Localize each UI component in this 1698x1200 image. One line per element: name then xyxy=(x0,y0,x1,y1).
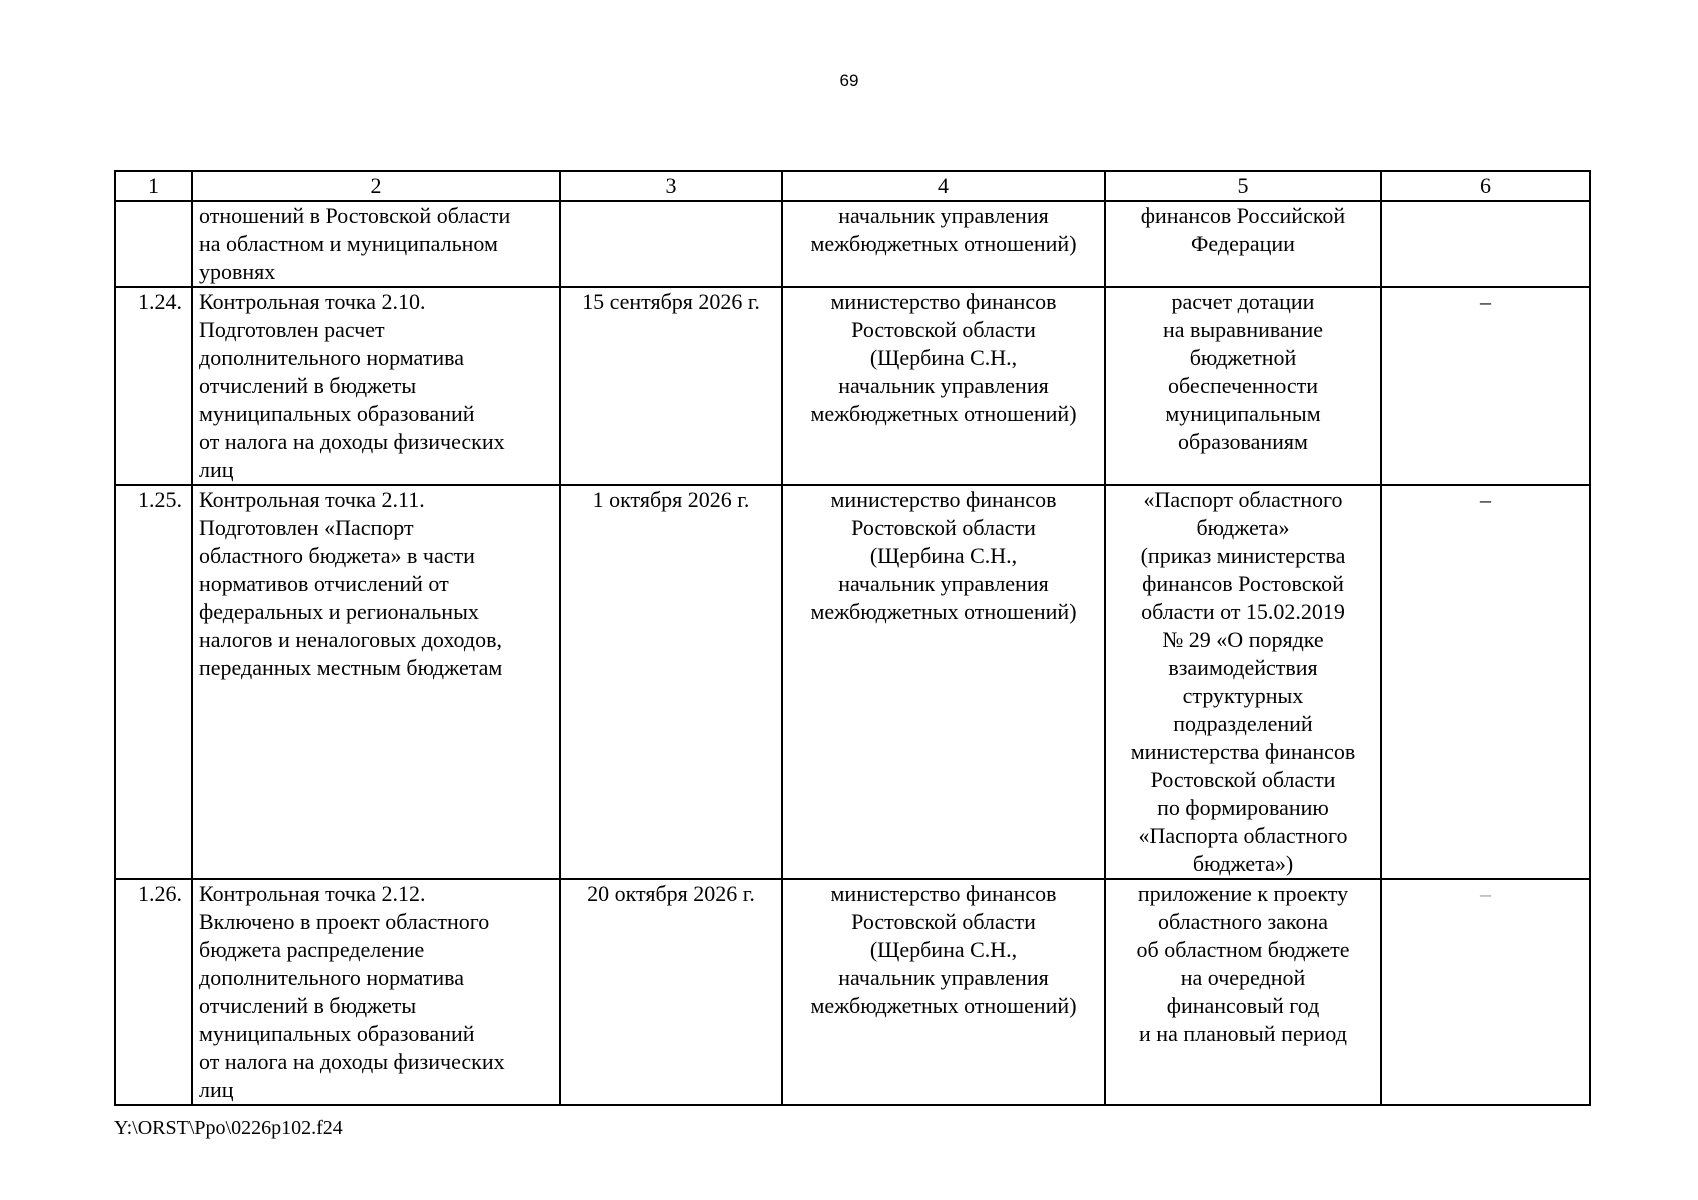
responsible-line: начальник управления xyxy=(838,965,1049,990)
responsible-line: начальник управления xyxy=(838,203,1049,228)
description-line: муниципальных образований xyxy=(199,401,475,426)
col6-value: – xyxy=(1381,485,1590,879)
document-line: структурных xyxy=(1182,683,1304,708)
description-line: налогов и неналоговых доходов, xyxy=(199,627,502,652)
plan-table xyxy=(114,170,1591,1106)
deadline-date: 20 октября 2026 г. xyxy=(560,879,782,1105)
table-header-row xyxy=(115,171,1590,201)
responsible-line: министерство финансов xyxy=(830,289,1057,314)
document-line: финансов Российской xyxy=(1140,203,1346,228)
header-col-1: 1 xyxy=(115,171,192,201)
responsible-line: министерство финансов xyxy=(830,881,1057,906)
col6-value xyxy=(1381,201,1590,287)
description-line: от налога на доходы физических xyxy=(199,1049,505,1074)
description-line: Включено в проект областного xyxy=(199,909,490,934)
document-line: финансов Ростовской xyxy=(1142,571,1344,596)
description-line: дополнительного норматива xyxy=(199,965,464,990)
description-line: Контрольная точка 2.11. xyxy=(199,487,425,512)
document-line: приложение к проекту xyxy=(1137,881,1349,906)
document-line: Федерации xyxy=(1191,231,1295,256)
responsible-line: межбюджетных отношений) xyxy=(810,599,1077,624)
responsible-executor xyxy=(782,879,1105,1105)
document-line: на выравнивание xyxy=(1162,317,1324,342)
table-row xyxy=(115,201,1590,287)
document-line: по формированию xyxy=(1157,795,1329,820)
responsible-line: (Щербина С.Н., xyxy=(869,345,1018,370)
responsible-line: межбюджетных отношений) xyxy=(810,401,1077,426)
row-number: 1.24. xyxy=(115,287,192,485)
description-line: нормативов отчислений от xyxy=(199,571,449,596)
description-line: Подготовлен расчет xyxy=(199,317,385,342)
description-line: отчислений в бюджеты xyxy=(199,993,417,1018)
document-line: расчет дотации xyxy=(1171,289,1315,314)
document-line: образованиям xyxy=(1178,429,1308,454)
description-line: областного бюджета» в части xyxy=(199,543,475,568)
header-col-5: 5 xyxy=(1105,171,1381,201)
header-col-6: 6 xyxy=(1381,171,1590,201)
document-line: областного закона xyxy=(1157,909,1329,934)
header-col-4: 4 xyxy=(782,171,1105,201)
document-line: финансовый год xyxy=(1166,993,1320,1018)
responsible-line: (Щербина С.Н., xyxy=(869,543,1018,568)
responsible-line: межбюджетных отношений) xyxy=(810,993,1077,1018)
file-path-footer: Y:\ORST\Ppo\0226p102.f24 xyxy=(114,1117,343,1139)
description-line: Контрольная точка 2.10. xyxy=(199,289,426,314)
description-line: от налога на доходы физических xyxy=(199,429,505,454)
result-document xyxy=(1105,879,1381,1105)
document-line: обеспеченности xyxy=(1167,373,1319,398)
deadline-date: 1 октября 2026 г. xyxy=(560,485,782,879)
responsible-executor xyxy=(782,201,1105,287)
table-row xyxy=(115,485,1590,879)
event-description xyxy=(192,879,560,1105)
deadline-date xyxy=(560,201,782,287)
responsible-line: министерство финансов xyxy=(830,487,1057,512)
description-line: федеральных и региональных xyxy=(199,599,479,624)
description-line: отчислений в бюджеты xyxy=(199,373,417,398)
responsible-line: межбюджетных отношений) xyxy=(810,231,1077,256)
document-line: Ростовской области xyxy=(1150,767,1336,792)
document-line: бюджетной xyxy=(1189,345,1297,370)
document-line: об областном бюджете xyxy=(1136,937,1350,962)
responsible-line: (Щербина С.Н., xyxy=(869,937,1018,962)
responsible-line: Ростовской области xyxy=(851,909,1036,934)
responsible-executor xyxy=(782,287,1105,485)
description-line: переданных местным бюджетам xyxy=(199,655,503,680)
description-line: Подготовлен «Паспорт xyxy=(199,515,414,540)
event-description xyxy=(192,287,560,485)
document-line: «Паспорт областного xyxy=(1143,487,1343,512)
description-line: муниципальных образований xyxy=(199,1021,475,1046)
table-row xyxy=(115,879,1590,1105)
responsible-line: начальник управления xyxy=(838,571,1049,596)
document-line: взаимодействия xyxy=(1168,655,1318,680)
deadline-date: 15 сентября 2026 г. xyxy=(560,287,782,485)
col6-value: – xyxy=(1381,287,1590,485)
document-line: (приказ министерства xyxy=(1140,543,1346,568)
row-number xyxy=(115,201,192,287)
description-line: лиц xyxy=(199,1077,234,1102)
document-line: области от 15.02.2019 xyxy=(1141,599,1345,624)
responsible-line: начальник управления xyxy=(838,373,1049,398)
document-line: муниципальным xyxy=(1165,401,1321,426)
row-number: 1.26. xyxy=(115,879,192,1105)
table-row xyxy=(115,287,1590,485)
document-line: подразделений xyxy=(1173,711,1313,736)
result-document xyxy=(1105,485,1381,879)
header-col-3: 3 xyxy=(560,171,782,201)
document-line: на очередной xyxy=(1180,965,1306,990)
description-line: отношений в Ростовской области xyxy=(199,203,511,228)
document-line: министерства финансов xyxy=(1130,739,1356,764)
event-description xyxy=(192,485,560,879)
row-number: 1.25. xyxy=(115,485,192,879)
document-line: бюджета» xyxy=(1196,515,1290,540)
document-line: № 29 «О порядке xyxy=(1162,627,1324,652)
page-number: 69 xyxy=(839,71,859,90)
result-document xyxy=(1105,201,1381,287)
col6-value: – xyxy=(1381,879,1590,1105)
description-line: лиц xyxy=(199,457,234,482)
result-document xyxy=(1105,287,1381,485)
description-line: уровнях xyxy=(199,259,276,284)
document-line: бюджета») xyxy=(1192,851,1294,876)
description-line: дополнительного норматива xyxy=(199,345,464,370)
event-description xyxy=(192,201,560,287)
responsible-executor xyxy=(782,485,1105,879)
document-line: «Паспорта областного xyxy=(1138,823,1348,848)
responsible-line: Ростовской области xyxy=(851,317,1036,342)
header-col-2: 2 xyxy=(192,171,560,201)
description-line: Контрольная точка 2.12. xyxy=(199,881,426,906)
document-line: и на плановый период xyxy=(1139,1021,1347,1046)
description-line: на областном и муниципальном xyxy=(199,231,498,256)
responsible-line: Ростовской области xyxy=(851,515,1036,540)
description-line: бюджета распределение xyxy=(199,937,425,962)
